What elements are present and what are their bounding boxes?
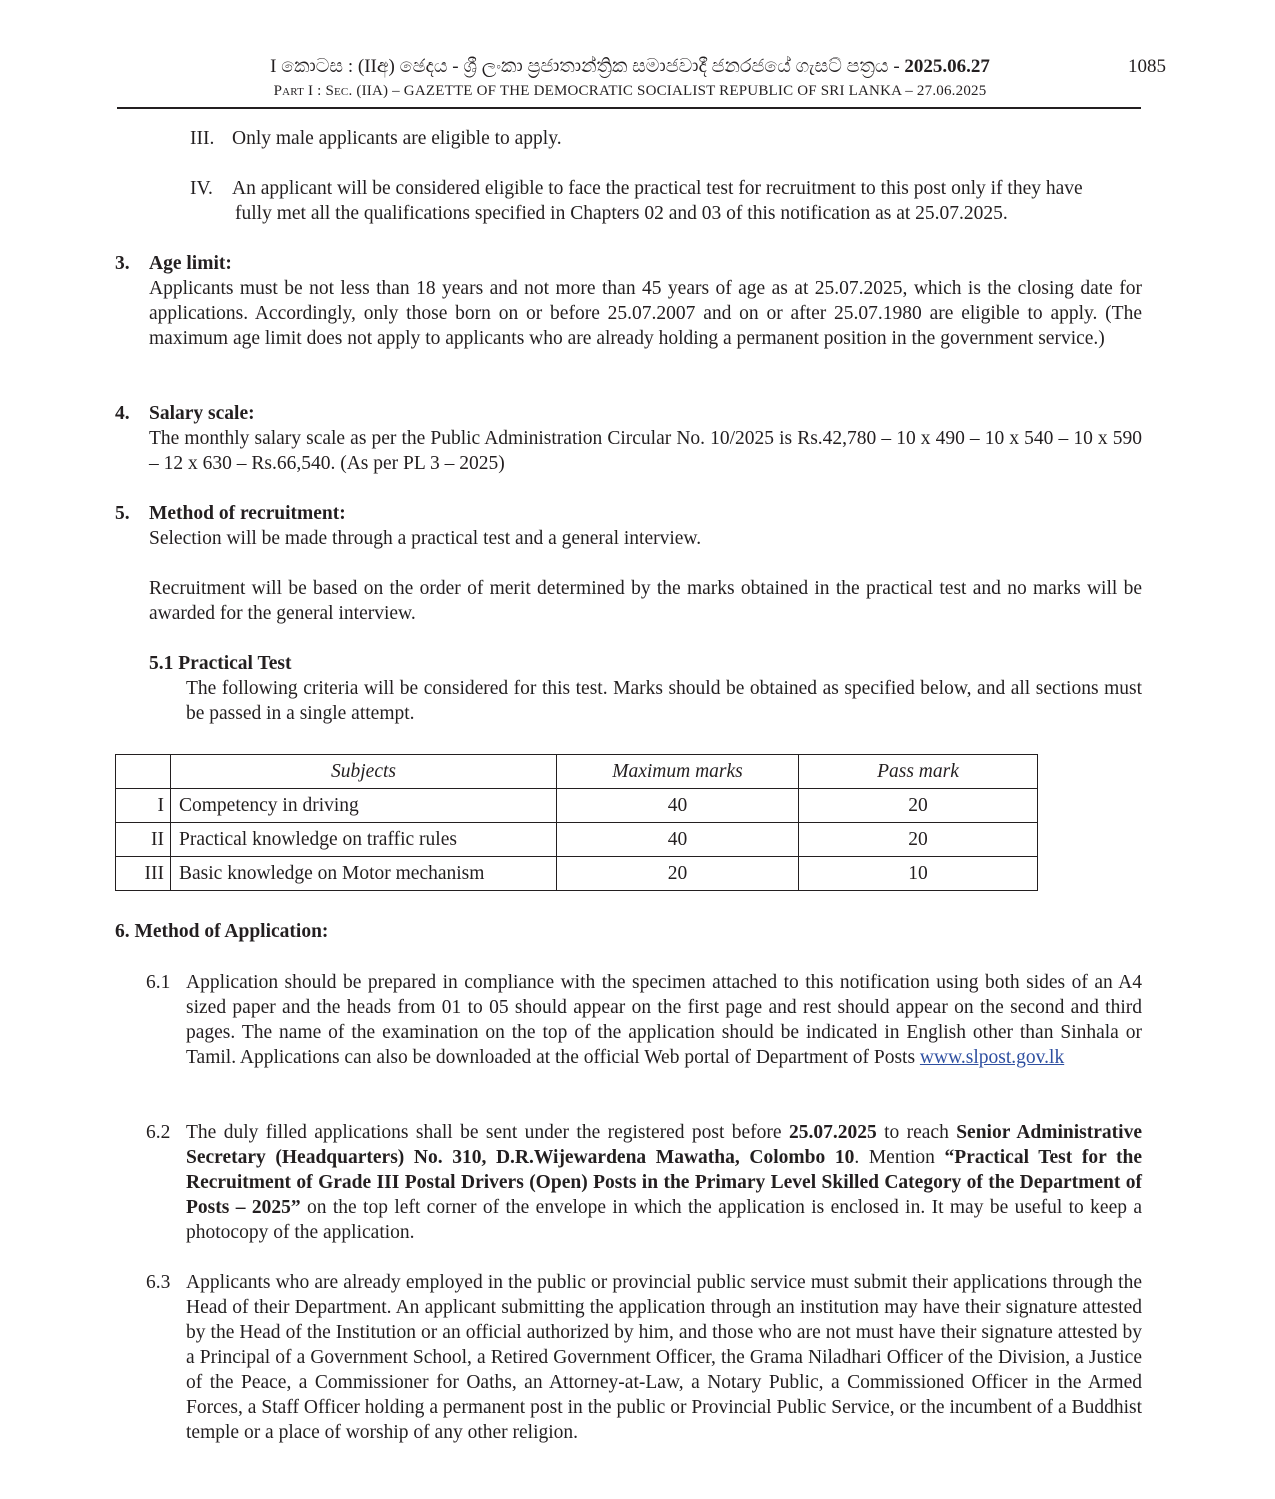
item-iv-line1: An applicant will be considered eligible to face the practical test for recruitment to this post only if they have (232, 178, 1083, 199)
table-header-pass-mark: Pass mark (799, 755, 1038, 789)
section-5-text-1: Selection will be made through a practical test and a general interview. (149, 528, 702, 549)
table-cell-max-marks: 40 (557, 789, 799, 823)
section-4-number: 4. (115, 403, 130, 424)
header-english-rest: (IIA) – GAZETTE OF THE DEMOCRATIC SOCIALIST REPUBLIC OF SRI LANKA – 27.06.2025 (352, 83, 987, 99)
section-6-2-part-d: on the top left corner of the envelope in which the application is enclosed in. It may be useful to keep a photocopy of the application. (186, 1197, 1143, 1243)
header-english-title (0, 81, 1260, 101)
section-6-1-body: Application should be prepared in compliance with the specimen attached to this notification using both sides of an A4 sized paper and the heads from 01 to 05 should appear on the first page and rest should appear on the second and third pages. The name of the examination on the top of the application should be indicated in English other than Sinhala or Tamil. Applications can also be downloaded at the official Web portal of Department of Posts (186, 972, 1142, 1068)
table-cell-pass-mark: 20 (799, 789, 1038, 823)
section-5-1-title: 5.1 Practical Test (149, 653, 292, 674)
section-3-title: Age limit: (149, 253, 232, 274)
item-iv-number: IV. (190, 178, 213, 199)
section-6-title: 6. Method of Application: (115, 921, 329, 942)
table-cell-index: I (116, 789, 171, 823)
section-6-2-text (186, 1120, 1142, 1245)
section-6-2-part-c: . Mention (854, 1147, 945, 1168)
table-cell-subject: Competency in driving (171, 789, 557, 823)
section-5-title: Method of recruitment: (149, 503, 346, 524)
header-sinhala-date: 2025.06.27 (904, 56, 990, 77)
table-row (116, 823, 1038, 857)
header-sinhala-title (0, 55, 1260, 79)
table-cell-pass-mark: 10 (799, 857, 1038, 891)
section-5-text-2: Recruitment will be based on the order of merit determined by the marks obtained in the practical test and no marks will be awarded for the general interview. (149, 578, 1142, 624)
header-sinhala-text: I කොටස : (IIඅ) ඡෙදය - ශ්‍රී ලංකා ප්‍රජාතාන්ත්‍රික සමාජවාදී ජනරජයේ ගැසට් පත්‍රය - (270, 56, 905, 77)
slpost-website-link[interactable]: www.slpost.gov.lk (919, 1047, 1065, 1068)
marks-table (115, 754, 1038, 891)
section-6-3-text: Applicants who are already employed in the public or provincial public service must submit their applications through the Head of their Department. An applicant submitting the application through an institution may have their signature attested by the Head of the Institution or an official authorized by him, and those who are not must have their signature attested by a Principal of a Government School, a Retired Government Officer, the Grama Niladhari Officer of the Division, a Justice of the Peace, a Commissioner for Oaths, an Attorney-at-Law, a Notary Public, a Commissioned Officer in the Armed Forces, a Staff Officer holding a permanent post in the public or Provincial Public Service, or the incumbent of a Buddhist temple or a place of worship of any other religion. (186, 1272, 1142, 1443)
section-6-2-envelope-title: “Practical Test for the Recruitment of Grade III Postal Drivers (Open) Posts in the Primary Level Skilled Category of the Department of Posts – 2025” (186, 1147, 1142, 1218)
table-cell-max-marks: 40 (557, 823, 799, 857)
table-row (116, 857, 1038, 891)
section-4-title: Salary scale: (149, 403, 255, 424)
header-part-label: Part (273, 83, 305, 99)
section-3-number: 3. (115, 253, 130, 274)
section-6-3-number: 6.3 (146, 1272, 171, 1293)
section-6-2-address: Senior Administrative Secretary (Headquarters) No. 310, D.R.Wijewardena Mawatha, Colombo 10 (186, 1122, 1142, 1168)
section-6-1-text (186, 970, 1142, 1070)
table-row (116, 789, 1038, 823)
section-6-2-part-b: to reach (876, 1122, 957, 1143)
section-5-1-text: The following criteria will be considered for this test. Marks should be obtained as specified below, and all sections must be passed in a single attempt. (186, 678, 1142, 724)
header-part-number: I : (304, 83, 326, 99)
table-header-max-marks: Maximum marks (557, 755, 799, 789)
table-cell-subject: Basic knowledge on Motor mechanism (171, 857, 557, 891)
table-cell-subject: Practical knowledge on traffic rules (171, 823, 557, 857)
page-number: 1085 (1128, 56, 1166, 77)
header-divider (117, 107, 1141, 109)
table-cell-pass-mark: 20 (799, 823, 1038, 857)
section-6-2-part-a: The duly filled applications shall be sent under the registered post before (186, 1122, 789, 1143)
item-iv-line2: fully met all the qualifications specified in Chapters 02 and 03 of this notification as at 25.07.2025. (235, 203, 1008, 224)
item-iii-text: Only male applicants are eligible to apply. (232, 128, 562, 149)
table-cell-index: III (116, 857, 171, 891)
table-header-subjects: Subjects (171, 755, 557, 789)
table-cell-max-marks: 20 (557, 857, 799, 891)
table-header-row (116, 755, 1038, 789)
section-5-number: 5. (115, 503, 130, 524)
section-3-text: Applicants must be not less than 18 years and not more than 45 years of age as at 25.07.2025, which is the closing date for applications. Accordingly, only those born on or before 25.07.2007 and on or after 25.07.1980 are eligible to apply. (The maximum age limit does not apply to applicants who are already holding a permanent position in the government service.) (149, 278, 1142, 349)
header-sec-label: Sec. (325, 83, 353, 99)
item-iii-number: III. (190, 128, 215, 149)
section-6-2-number: 6.2 (146, 1122, 171, 1143)
table-header-index (116, 755, 171, 789)
section-6-1-number: 6.1 (146, 972, 171, 993)
section-4-text: The monthly salary scale as per the Public Administration Circular No. 10/2025 is Rs.42,780 – 10 x 490 – 10 x 540 – 10 x 590 – 12 x 630 – Rs.66,540. (As per PL 3 – 2025) (149, 428, 1142, 474)
table-cell-index: II (116, 823, 171, 857)
section-6-2-date: 25.07.2025 (788, 1122, 877, 1143)
